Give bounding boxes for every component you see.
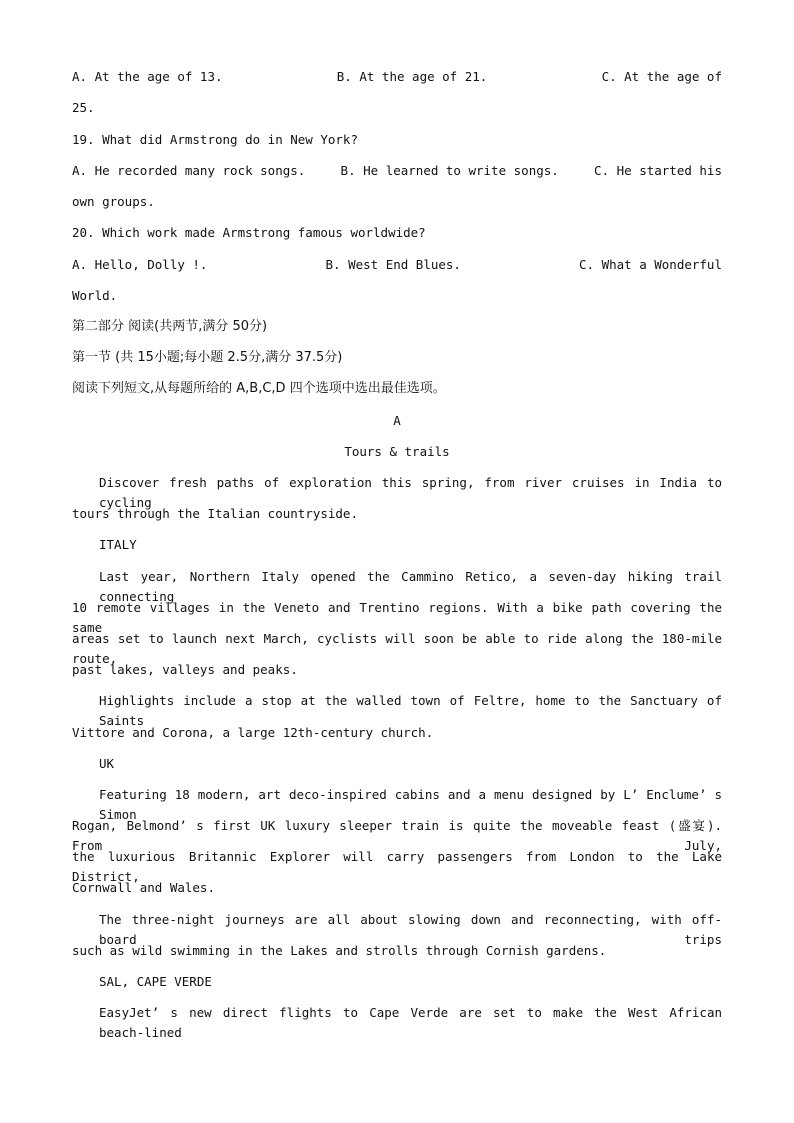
intro-line-1: Discover fresh paths of exploration this spring, from river cruises in India to cycling bbox=[99, 475, 722, 510]
uk-heading: UK bbox=[99, 756, 115, 771]
italy-p1-line-4: past lakes, valleys and peaks. bbox=[72, 662, 298, 677]
q19-option-c: C. He started his bbox=[594, 163, 722, 178]
italy-heading: ITALY bbox=[99, 537, 137, 552]
section1-heading: 第一节 (共 15小题;每小题 2.5分,满分 37.5分) bbox=[72, 350, 343, 365]
q19-question: 19. What did Armstrong do in New York? bbox=[72, 132, 358, 147]
uk-p1-line-1: Featuring 18 modern, art deco-inspired cabins and a menu designed by L’ Enclume’ s Simon bbox=[99, 787, 722, 822]
italy-p1-line-3: areas set to launch next March, cyclists will soon be able to ride along the 180-mile route, bbox=[72, 631, 722, 666]
intro-line-2: tours through the Italian countryside. bbox=[72, 506, 358, 521]
italy-p2-line-1: Highlights include a stop at the walled town of Feltre, home to the Sanctuary of Saints bbox=[99, 693, 722, 728]
q20-question: 20. Which work made Armstrong famous worldwide? bbox=[72, 225, 426, 240]
uk-p2-line-2: such as wild swimming in the Lakes and strolls through Cornish gardens. bbox=[72, 943, 607, 958]
q20-options bbox=[72, 255, 722, 275]
uk-p1-line-3: the luxurious Britannic Explorer will carry passengers from London to the Lake District, bbox=[72, 849, 722, 884]
q19-options bbox=[72, 161, 722, 181]
q18-options bbox=[72, 67, 722, 87]
passage-letter: A bbox=[393, 413, 401, 428]
part2-heading: 第二部分 阅读(共两节,满分 50分) bbox=[72, 319, 268, 334]
q18-option-a: A. At the age of 13. bbox=[72, 69, 223, 84]
q18-option-c-cont: 25. bbox=[72, 100, 95, 115]
sal-heading: SAL, CAPE VERDE bbox=[99, 974, 212, 989]
passage-title: Tours & trails bbox=[344, 444, 450, 459]
q18-option-b: B. At the age of 21. bbox=[336, 69, 488, 84]
sal-p1-line-1: EasyJet’ s new direct flights to Cape Verde are set to make the West African beach-lined bbox=[99, 1005, 722, 1040]
q19-option-b: B. He learned to write songs. bbox=[340, 163, 559, 178]
italy-p1-line-1: Last year, Northern Italy opened the Cammino Retico, a seven-day hiking trail connecting bbox=[99, 569, 722, 604]
q19-option-a: A. He recorded many rock songs. bbox=[72, 163, 306, 178]
q20-option-c: C. What a Wonderful bbox=[579, 257, 722, 272]
reading-instruction: 阅读下列短文,从每题所给的 A,B,C,D 四个选项中选出最佳选项。 bbox=[72, 381, 446, 396]
q20-option-a: A. Hello, Dolly !. bbox=[72, 257, 208, 272]
italy-p2-line-2: Vittore and Corona, a large 12th-century church. bbox=[72, 725, 434, 740]
q19-option-c-cont: own groups. bbox=[72, 194, 155, 209]
uk-p1-line-2: Rogan, Belmond’ s first UK luxury sleeper train is quite the moveable feast (盛宴). From July, bbox=[72, 818, 722, 853]
q20-option-c-cont: World. bbox=[72, 288, 118, 303]
uk-p1-line-4: Cornwall and Wales. bbox=[72, 880, 215, 895]
italy-p1-line-2: 10 remote villages in the Veneto and Trentino regions. With a bike path covering the same bbox=[72, 600, 722, 635]
q20-option-b: B. West End Blues. bbox=[325, 257, 461, 272]
q18-option-c: C. At the age of bbox=[601, 69, 722, 84]
uk-p2-line-1: The three-night journeys are all about slowing down and reconnecting, with off-board trips bbox=[99, 912, 722, 947]
